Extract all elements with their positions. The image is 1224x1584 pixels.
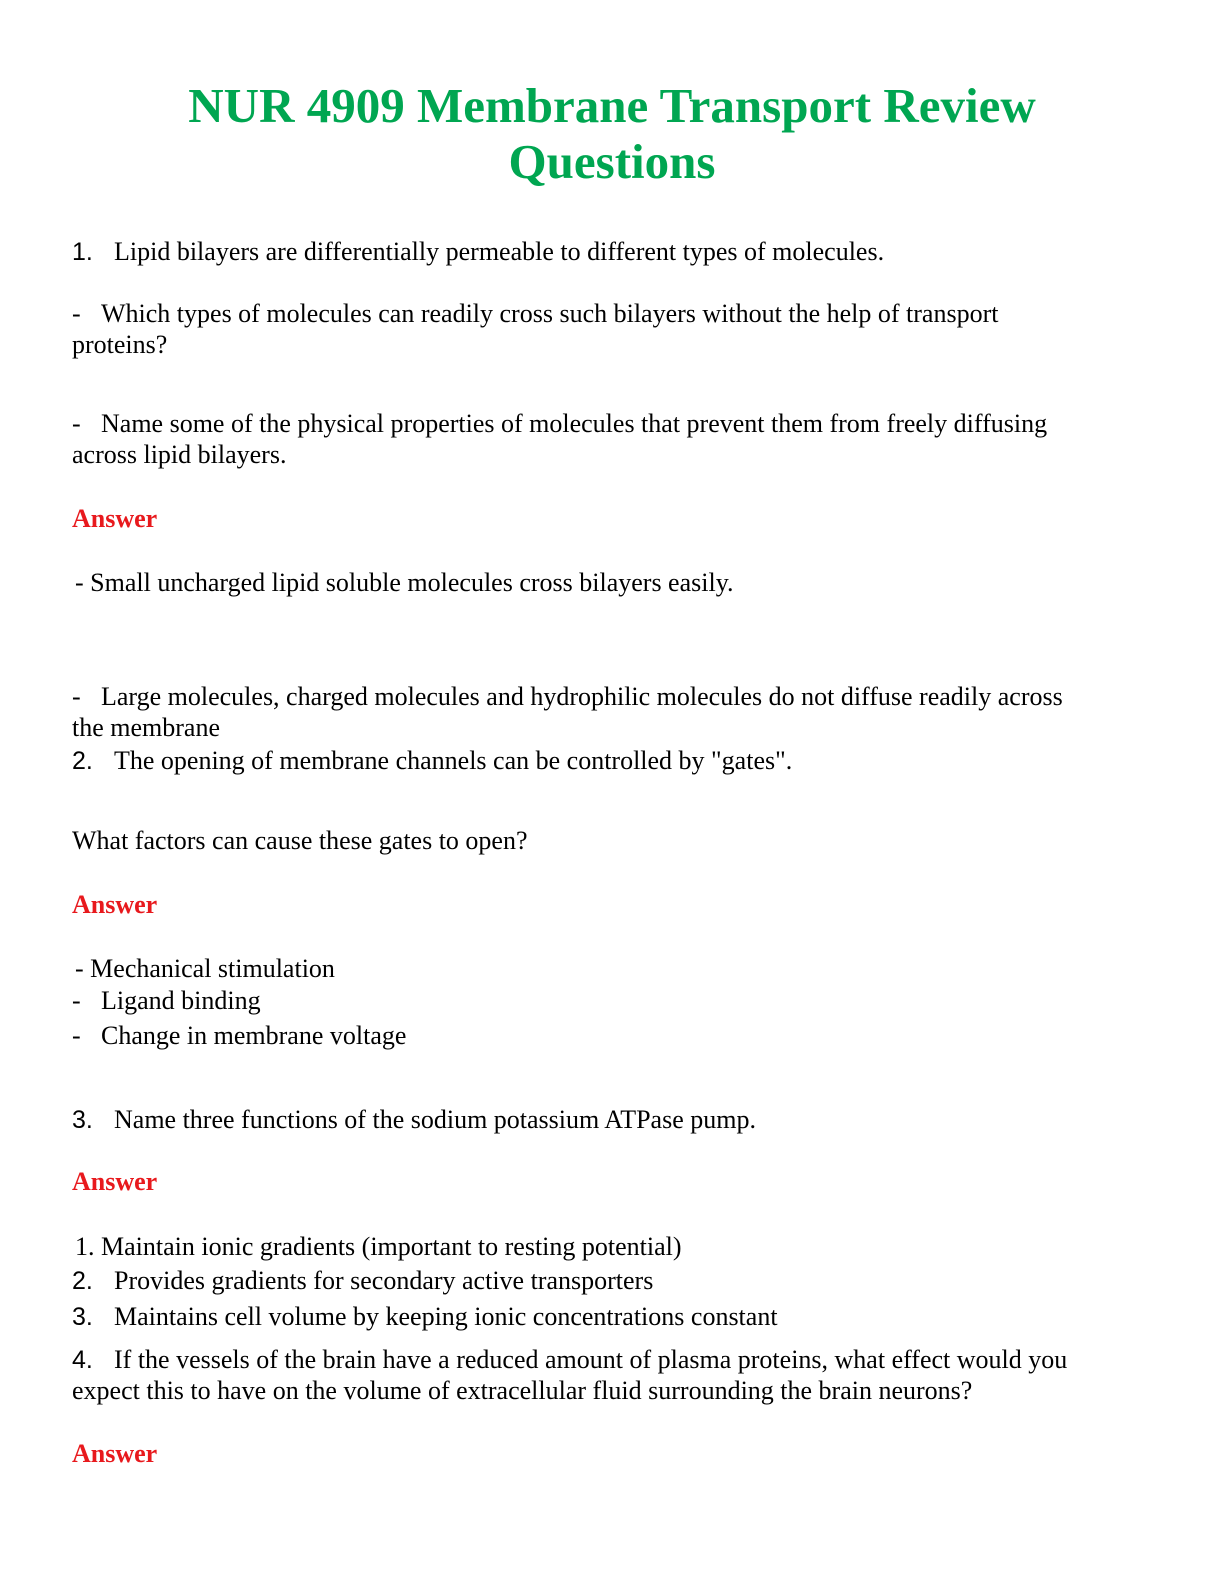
question-number: 1.: [72, 238, 93, 266]
q1-answer-b-cont: the membrane: [72, 713, 220, 742]
answer-text: Large molecules, charged molecules and hydrophilic molecules do not diffuse readily across: [101, 682, 1063, 711]
bullet-dash: -: [72, 986, 81, 1015]
question-number: 3.: [72, 1106, 93, 1134]
question-4: [72, 1344, 1162, 1376]
q1-answer-b: [72, 681, 1162, 712]
q2-answer-3: [72, 1020, 1162, 1051]
q2-answer-2: [72, 985, 1162, 1016]
question-4-cont: expect this to have on the volume of extracellular fluid surrounding the brain neurons?: [72, 1376, 973, 1405]
list-number: 3.: [72, 1303, 93, 1331]
question-number: 2.: [72, 747, 93, 775]
question-text: If the vessels of the brain have a reduced amount of plasma proteins, what effect would you: [114, 1345, 1068, 1374]
q1-subquestion-b: [72, 408, 1162, 439]
question-3: [72, 1104, 1162, 1136]
bullet-dash: -: [72, 682, 81, 711]
q3-answer-2: [72, 1265, 1162, 1297]
question-text: Name three functions of the sodium potassium ATPase pump.: [114, 1105, 756, 1134]
answer-label: Answer: [72, 890, 158, 919]
subquestion-text: Name some of the physical properties of molecules that prevent them from freely diffusing: [101, 409, 1048, 438]
bullet-dash: -: [72, 299, 81, 328]
q2-question: What factors can cause these gates to open?: [72, 826, 528, 855]
answer-text: Provides gradients for secondary active transporters: [114, 1266, 654, 1295]
answer-text: Maintains cell volume by keeping ionic concentrations constant: [114, 1302, 778, 1331]
answer-text: Ligand binding: [101, 986, 261, 1015]
bullet-dash: -: [72, 1021, 81, 1050]
answer-label: Answer: [72, 504, 158, 533]
q3-answer-3: [72, 1301, 1162, 1333]
subquestion-text: Which types of molecules can readily cross such bilayers without the help of transport: [101, 299, 999, 328]
list-number: 2.: [72, 1267, 93, 1295]
question-text: The opening of membrane channels can be controlled by "gates".: [114, 746, 793, 775]
title-line-2: Questions: [508, 134, 716, 189]
question-text: Lipid bilayers are differentially permeable to different types of molecules.: [114, 237, 885, 266]
answer-text: Change in membrane voltage: [101, 1021, 407, 1050]
answer-label: Answer: [72, 1439, 158, 1468]
q1-subquestion-b-cont: across lipid bilayers.: [72, 440, 287, 469]
q1-subquestion-a: [72, 298, 1162, 329]
question-1: [72, 236, 1162, 268]
question-2: [72, 745, 1162, 777]
page-title: [0, 78, 1224, 190]
answer-label: Answer: [72, 1167, 158, 1196]
question-number: 4.: [72, 1346, 93, 1374]
q2-answer-1: - Mechanical stimulation: [75, 954, 335, 983]
q1-answer-a: - Small uncharged lipid soluble molecules cross bilayers easily.: [75, 568, 734, 597]
bullet-dash: -: [72, 409, 81, 438]
title-line-1: NUR 4909 Membrane Transport Review: [188, 78, 1036, 133]
q1-subquestion-a-cont: proteins?: [72, 330, 168, 359]
q3-answer-1: 1. Maintain ionic gradients (important to resting potential): [75, 1232, 682, 1261]
